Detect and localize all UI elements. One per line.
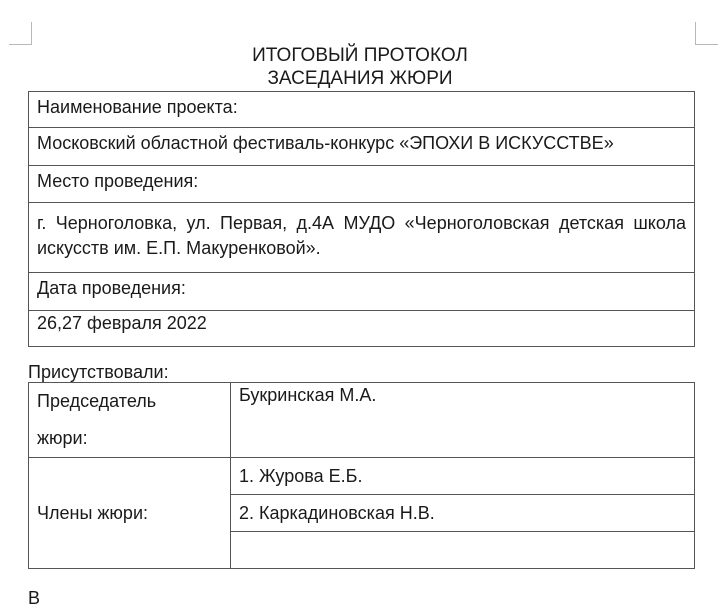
project-value: Московский областной фестиваль-конкурс «ЭПОХИ В ИСКУССТВЕ» xyxy=(29,128,695,166)
date-value: 26,27 февраля 2022 xyxy=(29,311,695,347)
project-info-table xyxy=(28,91,695,347)
next-line-fragment: В xyxy=(28,588,41,608)
page-corner-mark-top-left xyxy=(9,22,32,45)
member-item xyxy=(231,532,695,569)
members-label: Члены жюри: xyxy=(29,458,231,569)
venue-label: Место проведения: xyxy=(29,166,695,203)
chair-label-line1: Председатель xyxy=(37,391,157,411)
protocol-title: ИТОГОВЫЙ ПРОТОКОЛ xyxy=(252,45,468,66)
chair-label-cell xyxy=(29,383,231,458)
date-label: Дата проведения: xyxy=(29,273,695,311)
page-corner-mark-top-right xyxy=(695,22,718,45)
attendance-label: Присутствовали: xyxy=(28,362,169,382)
chair-label-line2: жюри: xyxy=(37,428,88,448)
venue-value: г. Черноголовка, ул. Первая, д.4А МУДО «Черноголовская детская школа искусств им. Е.П. Макуренковой». xyxy=(29,203,695,273)
protocol-subtitle: ЗАСЕДАНИЯ ЖЮРИ xyxy=(267,68,453,89)
chair-name: Букринская М.А. xyxy=(231,383,695,458)
project-label: Наименование проекта: xyxy=(29,92,695,128)
member-item: 2. Каркадиновская Н.В. xyxy=(231,495,695,532)
member-item: 1. Журова Е.Б. xyxy=(231,458,695,495)
jury-table xyxy=(28,382,695,569)
